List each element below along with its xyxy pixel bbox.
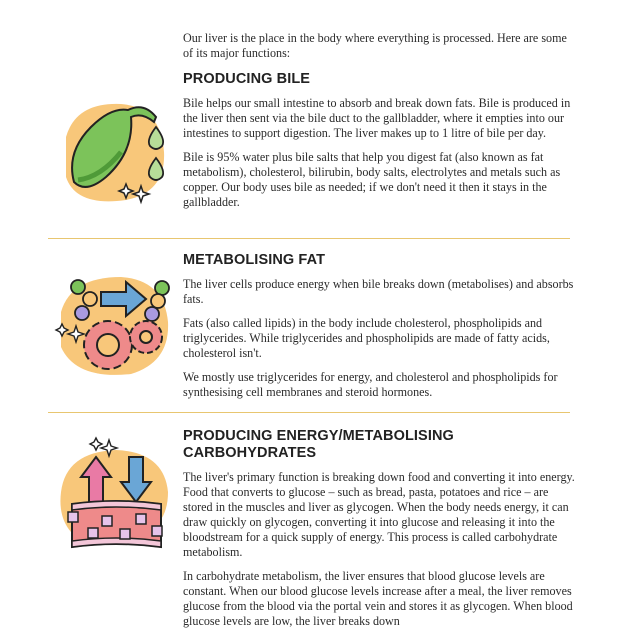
section-producing-bile [183, 71, 575, 219]
intro-text [183, 31, 575, 70]
blood-vessel-glucose-icon [46, 432, 181, 567]
section-paragraph: The liver cells produce energy when bile breaks down (metabolises) and absorbs fats. [183, 277, 574, 306]
gears-metabolism-icon [46, 262, 181, 392]
section-paragraph: Bile helps our small intestine to absorb and break down fats. Bile is produced in the liver then sent via the bile duct to the gallbladder, where it empties into our intestines to support digestion. The liver makes up to 1 litre of bile per day. [183, 96, 571, 140]
section-paragraph: The liver's primary function is breaking down food and converting it into energy. Food that converts to glucose – such as bread, pasta, potatoes and rice – are stored in the muscles and liver as glycogen. When the body needs energy, it can draw quickly on glycogen, converting it into glucose and releasing it into the bloodstream for a quick supply of energy. This process is called carbohydrate metabolism. [183, 470, 575, 559]
section-heading: PRODUCING ENERGY/METABOLISING CARBOHYDRATES [183, 428, 454, 461]
section-divider [48, 412, 570, 413]
gallbladder-icon [46, 82, 181, 222]
section-heading: PRODUCING BILE [183, 71, 311, 87]
section-heading: METABOLISING FAT [183, 252, 326, 268]
section-paragraph: In carbohydrate metabolism, the liver ensures that blood glucose levels are constant. When our blood glucose levels increase after a meal, the liver removes glucose from the blood via the portal vein and stores it as glycogen. When blood glucose levels are low, the liver breaks down [183, 569, 573, 628]
section-paragraph: We mostly use triglycerides for energy, and cholesterol and phospholipids for synthesising cell membranes and steroid hormones. [183, 370, 558, 399]
section-paragraph: Fats (also called lipids) in the body include cholesterol, phospholipids and triglycerides. While triglycerides and phospholipids are made of fatty acids, cholesterol isn't. [183, 316, 550, 360]
section-producing-energy [183, 428, 575, 638]
section-divider [48, 238, 570, 239]
section-metabolising-fat [183, 252, 575, 409]
intro-paragraph: Our liver is the place in the body where everything is processed. Here are some of its major functions: [183, 31, 567, 60]
section-paragraph: Bile is 95% water plus bile salts that help you digest fat (also known as fat metabolism), cholesterol, bilirubin, body salts, electrolytes and metals such as copper. Our body uses bile as needed; if we don't need it then it stays in the gallbladder. [183, 150, 561, 209]
